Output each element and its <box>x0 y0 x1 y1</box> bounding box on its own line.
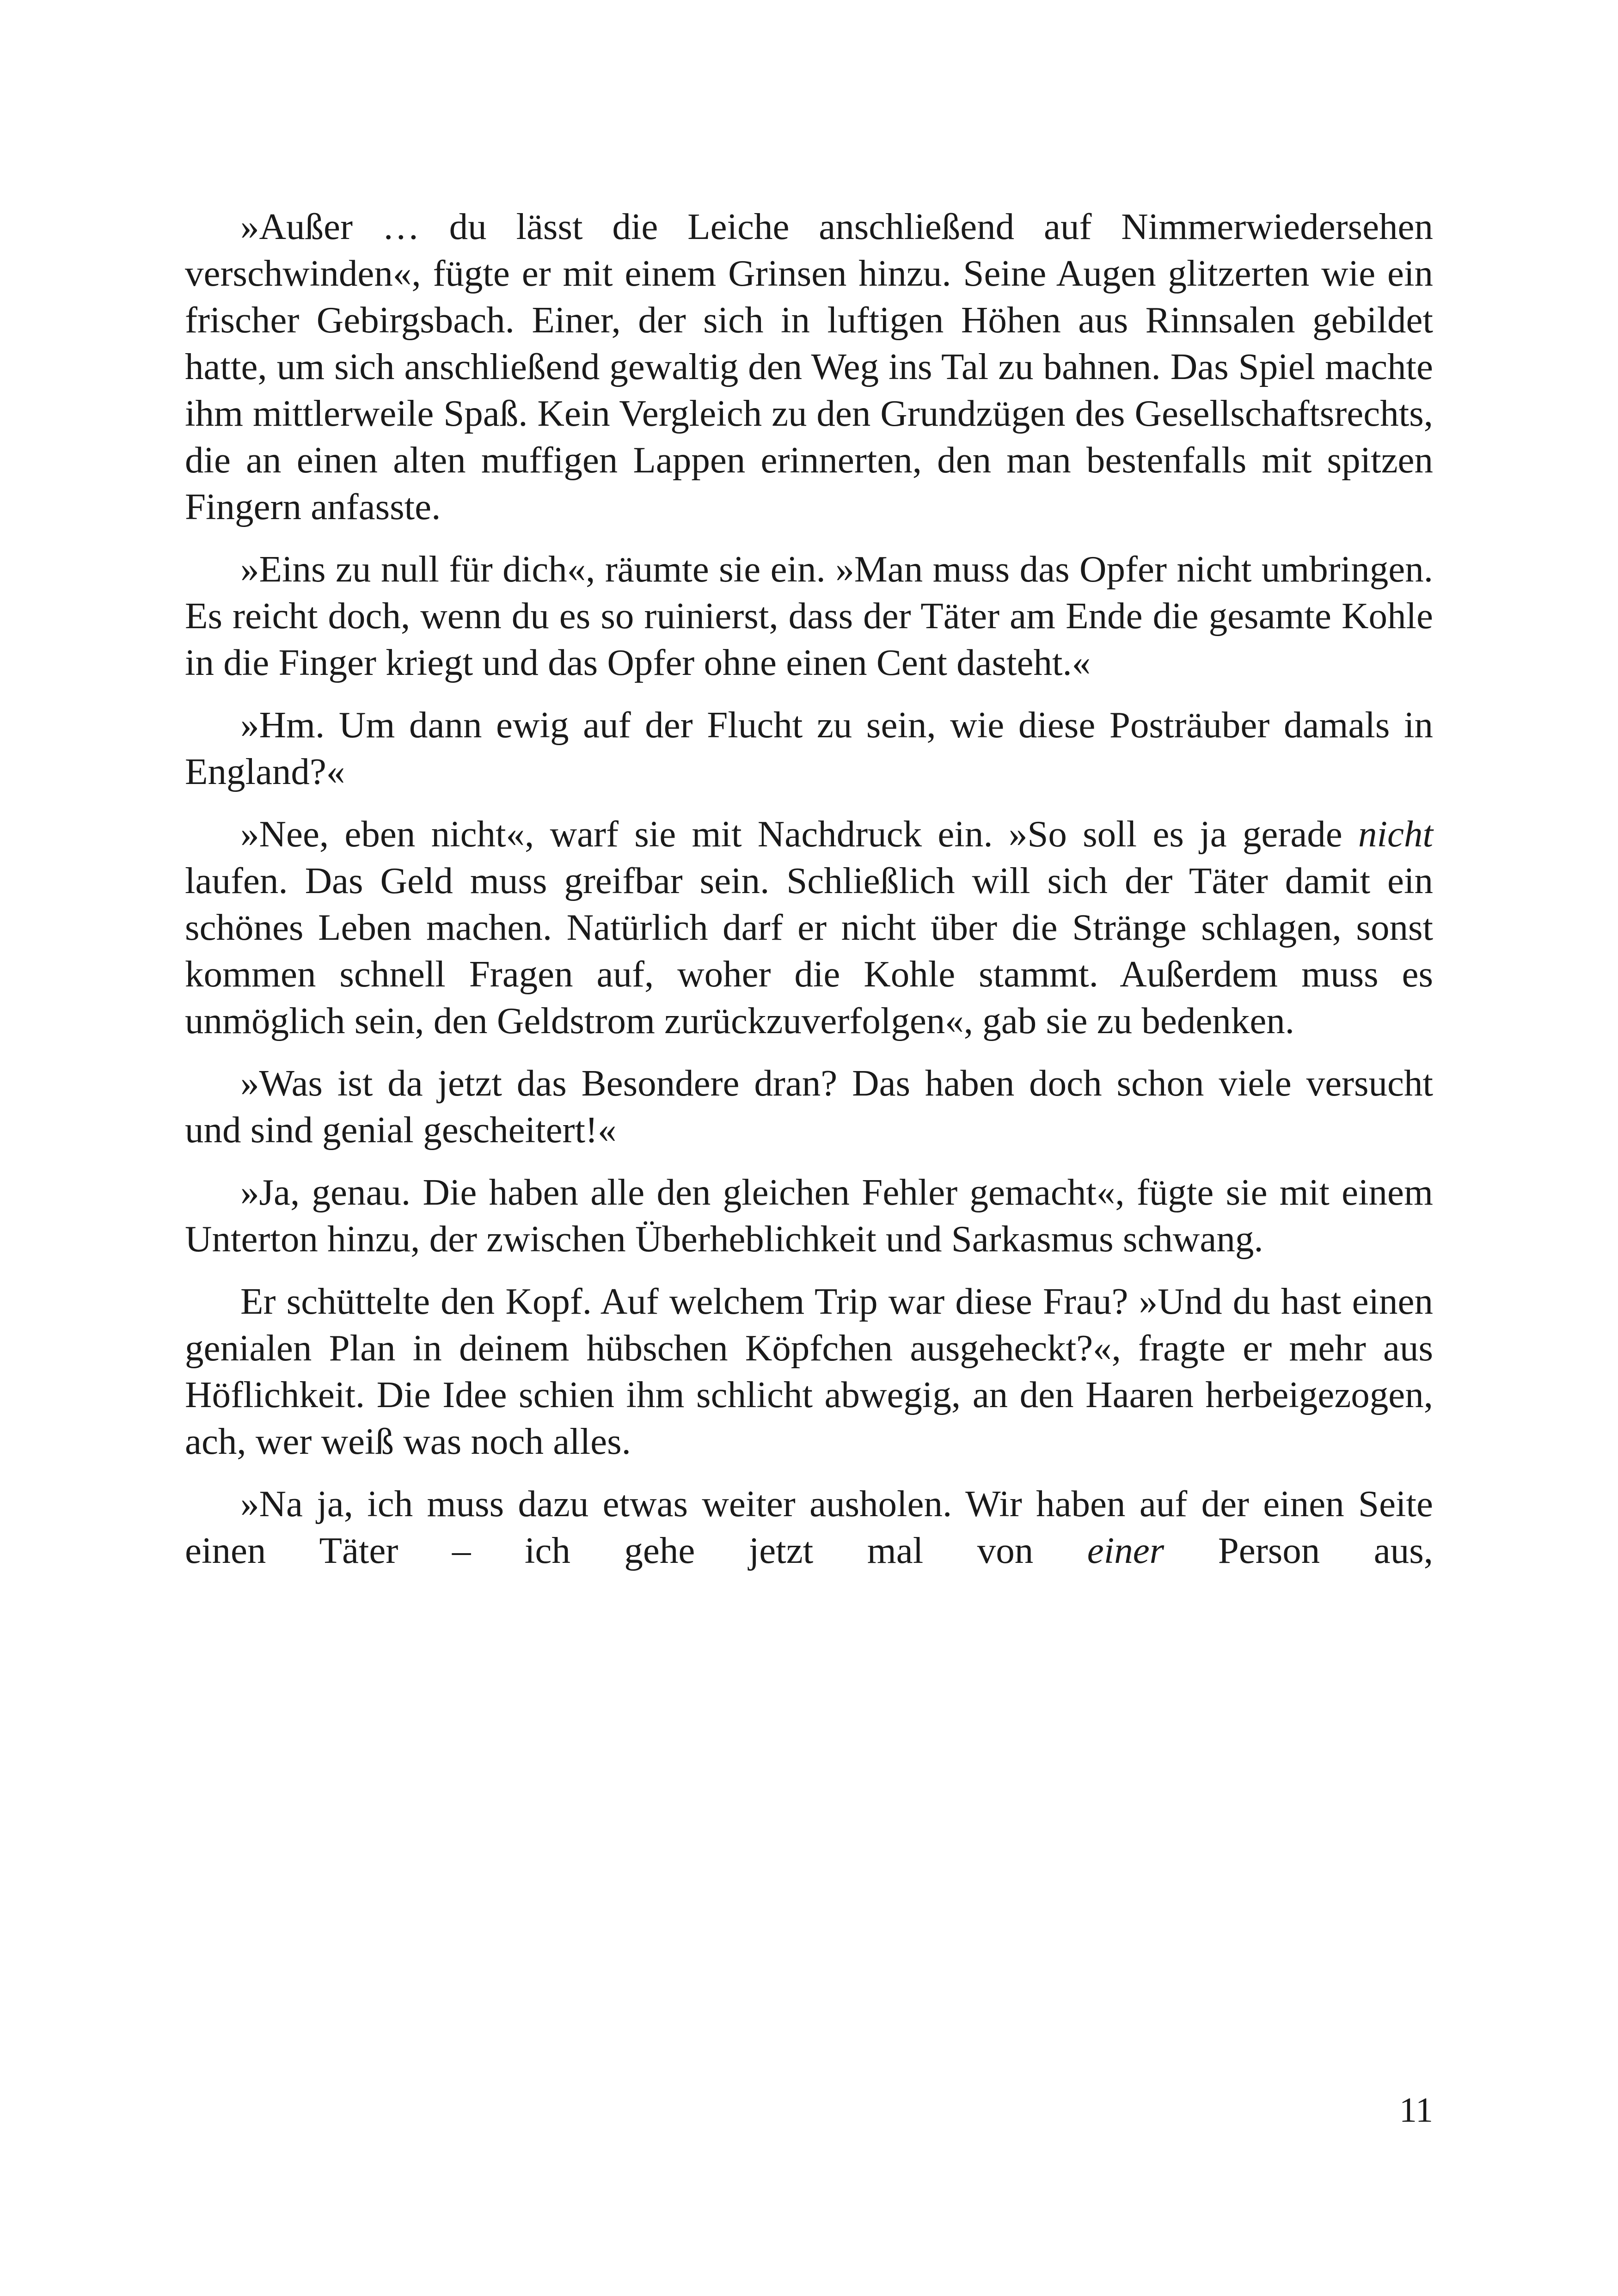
body-text <box>185 203 1433 1590</box>
emphasis-text: einer <box>1087 1530 1164 1571</box>
paragraph: »Hm. Um dann ewig auf der Flucht zu sein, wie diese Posträuber damals in England?« <box>185 704 1433 792</box>
page-number: 11 <box>1399 2091 1433 2130</box>
paragraph <box>185 1481 1433 1574</box>
paragraph: »Was ist da jetzt das Besondere dran? Das haben doch schon viele versucht und sind genial gescheitert!« <box>185 1062 1433 1151</box>
paragraph <box>185 811 1433 1044</box>
paragraph-text: laufen. Das Geld muss greifbar sein. Schließlich will sich der Täter damit ein schönes Leben machen. Natürlich darf er nicht über die Stränge schlagen, sonst kommen schnell Fragen auf, woher die Kohle stammt. Außerdem muss es unmöglich sein, den Geldstrom zurückzuverfolgen«, gab sie zu bedenken. <box>185 860 1433 1041</box>
paragraph-text: Person aus, <box>1164 1530 1433 1571</box>
paragraph: Er schüttelte den Kopf. Auf welchem Trip war diese Frau? »Und du hast einen genialen Plan in deinem hübschen Köpfchen ausgeheckt?«, fragte er mehr aus Höflichkeit. Die Idee schien ihm schlicht abwegig, an den Haaren herbeigezogen, ach, wer weiß was noch alles. <box>185 1280 1433 1462</box>
paragraph: »Ja, genau. Die haben alle den gleichen Fehler gemacht«, fügte sie mit einem Unterton hinzu, der zwischen Überheblichkeit und Sarkasmus schwang. <box>185 1171 1433 1260</box>
paragraph-text: »Na ja, ich muss dazu etwas weiter ausholen. Wir haben auf der einen Seite einen Täter – ich gehe jetzt mal von <box>185 1483 1433 1571</box>
emphasis-text: nicht <box>1358 813 1433 855</box>
paragraph: »Eins zu null für dich«, räumte sie ein. »Man muss das Opfer nicht umbringen. Es reicht doch, wenn du es so ruinierst, dass der Täter am Ende die gesamte Kohle in die Finger kriegt und das Opfer ohne einen Cent dasteht.« <box>185 548 1433 683</box>
paragraph: »Außer … du lässt die Leiche anschließend auf Nimmerwiedersehen verschwinden«, fügte er mit einem Grinsen hinzu. Seine Augen glitzerten wie ein frischer Gebirgsbach. Einer, der sich in luftigen Höhen aus Rinnsalen gebildet hatte, um sich anschließend gewaltig den Weg ins Tal zu bahnen. Das Spiel machte ihm mittlerweile Spaß. Kein Vergleich zu den Grundzügen des Gesellschaftsrechts, die an einen alten muffigen Lappen erinnerten, den man bestenfalls mit spitzen Fingern anfasste. <box>185 206 1433 527</box>
paragraph-text: »Nee, eben nicht«, warf sie mit Nachdruck ein. »So soll es ja gerade <box>240 813 1359 855</box>
